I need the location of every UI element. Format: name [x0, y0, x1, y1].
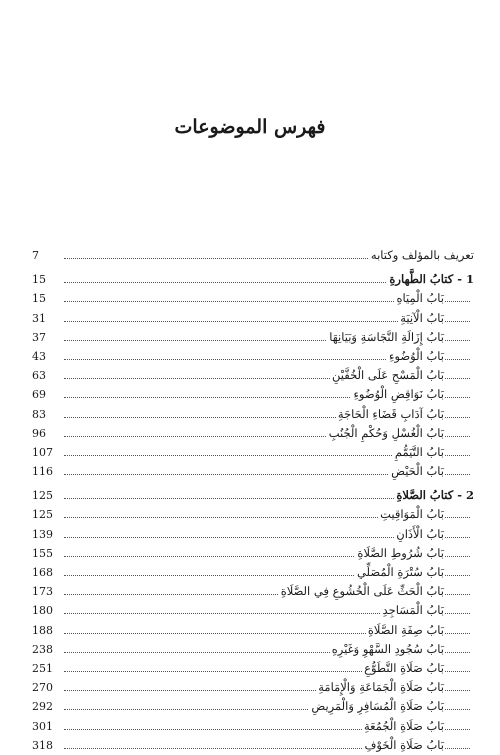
toc-entry: [32, 582, 474, 601]
toc-entry-title: بَابُ شُرُوطِ الصَّلَاةِ: [355, 544, 444, 563]
toc-entry-title: بَابُ الْمِيَاهِ: [394, 289, 444, 308]
toc-page-number: 15: [32, 273, 46, 287]
toc-page-number: 107: [32, 445, 53, 459]
toc-entry-title: بَابُ الْوُضُوءِ: [387, 347, 444, 366]
toc-list: [32, 246, 474, 755]
toc-page-number: 251: [32, 661, 53, 675]
toc-entry-title: بَابُ آدَابِ قَضَاءِ الْحَاجَةِ: [336, 405, 444, 424]
toc-entry-title: بَابُ التَّيَمُّمِ: [393, 443, 444, 462]
toc-page-number: 116: [32, 465, 53, 479]
toc-entry: [32, 385, 474, 404]
toc-page-number: 139: [32, 527, 53, 541]
toc-chapter-entry: [32, 486, 474, 505]
toc-entry: [32, 621, 474, 640]
toc-entry-title: بَابُ سُجُودِ السَّهْوِ وَغَيْرِهِ: [330, 640, 444, 659]
toc-entry: [32, 347, 474, 366]
toc-entry: [32, 678, 474, 697]
toc-entry-title: بَابُ الْحَثِّ عَلَى الْخُشُوعِ فِي الصَّلَاةِ: [279, 582, 444, 601]
toc-page-number: 155: [32, 546, 53, 560]
toc-entry-title: بَابُ الْمَسَاجِدِ: [381, 601, 444, 620]
toc-page-number: 15: [32, 292, 46, 306]
toc-entry: [32, 309, 474, 328]
toc-entry: [32, 717, 474, 736]
toc-entry: [32, 697, 474, 716]
toc-entry: [32, 462, 474, 481]
toc-entry: [32, 246, 474, 265]
toc-entry-title: بَابُ سُتْرَةِ الْمُصَلِّي: [355, 563, 444, 582]
toc-entry-title: بَابُ صَلَاةِ الْخَوْفِ: [363, 736, 444, 755]
toc-entry: [32, 659, 474, 678]
toc-entry: [32, 563, 474, 582]
toc-entry-title: 1 - كتابُ الطَّهارةِ: [387, 270, 474, 289]
toc-entry: [32, 424, 474, 443]
toc-page-number: 180: [32, 604, 53, 618]
toc-entry-title: بَابُ صَلَاةِ الْمُسَافِرِ وَالْمَرِيضِ: [309, 697, 444, 716]
toc-entry: [32, 601, 474, 620]
toc-entry: [32, 544, 474, 563]
toc-entry: [32, 405, 474, 424]
toc-page-number: 31: [32, 311, 46, 325]
toc-entry-title: بَابُ نَوَاقِضِ الْوُضُوءِ: [351, 385, 444, 404]
toc-page-number: 63: [32, 369, 46, 383]
toc-entry-title: بَابُ صِفَةِ الصَّلَاةِ: [366, 621, 444, 640]
toc-page-number: 292: [32, 700, 53, 714]
toc-page-number: 318: [32, 738, 53, 752]
toc-page-number: 301: [32, 719, 53, 733]
toc-entry-title: بَابُ الْغُسْلِ وَحُكْمِ الْجُنُبِ: [327, 424, 444, 443]
toc-page-number: 125: [32, 508, 53, 522]
toc-page-number: 168: [32, 566, 53, 579]
toc-entry: [32, 443, 474, 462]
toc-entry: [32, 525, 474, 544]
toc-page-number: 270: [32, 681, 53, 695]
toc-entry-title: بَابُ الْمَسْحِ عَلَى الْخُفَّيْنِ: [330, 366, 444, 385]
toc-page-number: 37: [32, 330, 46, 344]
toc-entry-title: 2 - كتابُ الصَّلاةِ: [394, 486, 474, 505]
toc-page-number: 238: [32, 642, 53, 656]
toc-page-number: 96: [32, 426, 46, 440]
toc-chapter-entry: [32, 270, 474, 289]
toc-page-number: 188: [32, 623, 53, 637]
page-title: فهرس الموضوعات: [174, 116, 326, 138]
toc-entry-title: بَابُ صَلَاةِ الْجَمَاعَةِ وَالْإِمَامَةِ: [316, 678, 444, 697]
toc-page-number: 7: [32, 249, 39, 262]
toc-entry: [32, 736, 474, 755]
toc-entry-title: بَابُ الْآنِيَةِ: [398, 309, 444, 328]
toc-page-number: 173: [32, 585, 53, 599]
toc-page-number: 125: [32, 489, 53, 503]
toc-entry: [32, 505, 474, 524]
toc-page-number: 83: [32, 407, 46, 421]
toc-entry-title: بَابُ صَلَاةِ الْجُمُعَةِ: [362, 717, 444, 736]
toc-entry-title: بَابُ صَلَاةِ التَّطَوُّعِ: [362, 659, 444, 678]
toc-entry-title: بَابُ الْأَذَانِ: [394, 525, 444, 544]
toc-entry-title: بَابُ الْحَيْضِ: [389, 462, 444, 481]
toc-entry: [32, 640, 474, 659]
toc-entry: [32, 289, 474, 308]
toc-page-number: 43: [32, 349, 46, 363]
toc-entry-title: تعريف بالمؤلف وكتابه: [369, 246, 474, 265]
toc-entry-title: بَابُ إِزَالَةِ النَّجَاسَةِ وَبَيَانِهَا: [327, 328, 444, 347]
toc-entry: [32, 366, 474, 385]
toc-entry-title: بَابُ الْمَوَاقِيتِ: [378, 505, 444, 524]
toc-entry: [32, 328, 474, 347]
toc-page-number: 69: [32, 388, 46, 402]
